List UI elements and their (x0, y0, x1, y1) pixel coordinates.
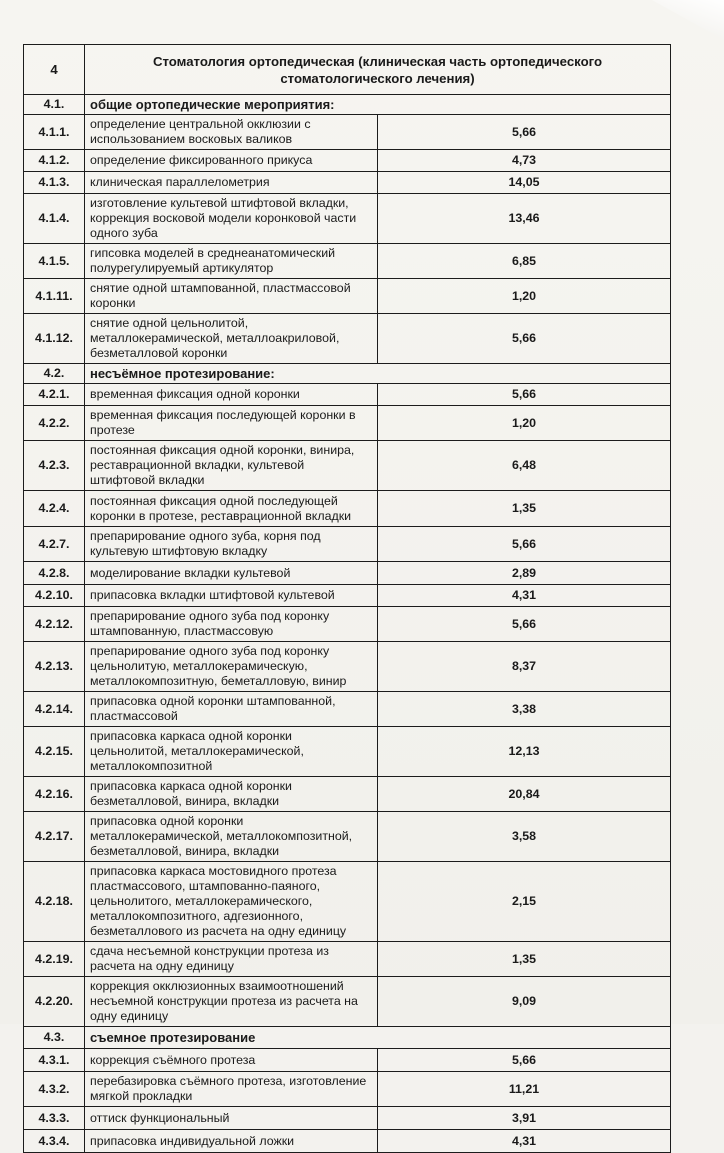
table-row (24, 942, 671, 977)
row-name: препарирование одного зуба под коронку цельнолитую, металлокерамическую, металлокомпозитную, беметалловую, винир (85, 642, 378, 692)
table-row (24, 244, 671, 279)
row-name: снятие одной штампованной, пластмассовой коронки (85, 279, 378, 314)
page-fold (604, 0, 724, 40)
table-row (24, 585, 671, 607)
table-row (24, 150, 671, 172)
row-value: 3,38 (378, 692, 671, 727)
price-table (23, 44, 671, 1153)
row-code: 4.1.2. (24, 150, 85, 172)
row-code: 4.2.4. (24, 491, 85, 527)
row-code: 4.2.18. (24, 862, 85, 942)
row-code: 4.2.13. (24, 642, 85, 692)
row-value: 5,66 (378, 1049, 671, 1072)
row-value: 5,66 (378, 384, 671, 406)
row-name: определение фиксированного прикуса (85, 150, 378, 172)
row-name: препарирование одного зуба, корня под культевую штифтовую вкладку (85, 527, 378, 562)
row-name: перебазировка съёмного протеза, изготовление мягкой прокладки (85, 1072, 378, 1107)
row-code: 4.3.4. (24, 1130, 85, 1153)
row-value: 1,20 (378, 279, 671, 314)
row-code: 4.2.10. (24, 585, 85, 607)
table-row (24, 406, 671, 441)
table-row (24, 172, 671, 194)
row-code: 4.3. (24, 1027, 85, 1049)
row-value: 1,20 (378, 406, 671, 441)
row-value: 9,09 (378, 977, 671, 1027)
table-row (24, 562, 671, 585)
section-row (24, 1027, 671, 1049)
row-name: припасовка каркаса одной коронки цельнолитой, металлокерамической, металлокомпозитной (85, 727, 378, 777)
row-name: оттиск функциональный (85, 1107, 378, 1130)
table-row (24, 314, 671, 364)
row-value: 5,66 (378, 607, 671, 642)
row-code: 4.1.11. (24, 279, 85, 314)
row-value: 1,35 (378, 942, 671, 977)
row-name: снятие одной цельнолитой, металлокерамической, металлоакриловой, безметалловой коронки (85, 314, 378, 364)
row-name: припасовка каркаса мостовидного протеза пластмассового, штампованно-паяного, цельнолитого, металлокерамического, металлокомпозитного, адгезионного, безметаллового из расчета на одну единицу (85, 862, 378, 942)
row-name: изготовление культевой штифтовой вкладки, коррекция восковой модели коронковой части одного зуба (85, 194, 378, 244)
table-row (24, 491, 671, 527)
row-code: 4.2.3. (24, 441, 85, 491)
section-row (24, 95, 671, 115)
row-value: 1,35 (378, 491, 671, 527)
table-row (24, 1049, 671, 1072)
row-code: 4.2.17. (24, 812, 85, 862)
row-value: 6,48 (378, 441, 671, 491)
row-name: коррекция окклюзионных взаимоотношений несъемной конструкции протеза из расчета на одну единицу (85, 977, 378, 1027)
row-value: 2,15 (378, 862, 671, 942)
row-value: 5,66 (378, 314, 671, 364)
row-value: 12,13 (378, 727, 671, 777)
row-name: препарирование одного зуба под коронку штампованную, пластмассовую (85, 607, 378, 642)
row-name: временная фиксация последующей коронки в протезе (85, 406, 378, 441)
table-row (24, 862, 671, 942)
row-value: 20,84 (378, 777, 671, 812)
row-name: припасовка индивидуальной ложки (85, 1130, 378, 1153)
row-value: 2,89 (378, 562, 671, 585)
row-name: припасовка каркаса одной коронки безметалловой, винира, вкладки (85, 777, 378, 812)
row-code: 4.2.19. (24, 942, 85, 977)
row-code: 4.2.15. (24, 727, 85, 777)
row-code: 4.2.1. (24, 384, 85, 406)
row-value: 6,85 (378, 244, 671, 279)
table-row (24, 194, 671, 244)
row-name: постоянная фиксация одной коронки, винира, реставрационной вкладки, культевой штифтовой вкладки (85, 441, 378, 491)
row-name: припасовка одной коронки штампованной, пластмассовой (85, 692, 378, 727)
row-value: 3,58 (378, 812, 671, 862)
table-row (24, 1072, 671, 1107)
row-code: 4.2.20. (24, 977, 85, 1027)
row-code: 4.2. (24, 364, 85, 384)
row-code: 4.2.14. (24, 692, 85, 727)
row-name: постоянная фиксация одной последующей коронки в протезе, реставрационной вкладки (85, 491, 378, 527)
row-value: 5,66 (378, 527, 671, 562)
row-name: клиническая параллелометрия (85, 172, 378, 194)
row-name: коррекция съёмного протеза (85, 1049, 378, 1072)
table-row (24, 115, 671, 150)
row-code: 4.2.8. (24, 562, 85, 585)
row-value: 4,31 (378, 585, 671, 607)
table-row (24, 441, 671, 491)
header-title: Стоматология ортопедическая (клиническая часть ортопедического стоматологического лечения) (85, 45, 671, 95)
table-row (24, 692, 671, 727)
row-code: 4.1.5. (24, 244, 85, 279)
section-row (24, 364, 671, 384)
row-code: 4.3.3. (24, 1107, 85, 1130)
header-code: 4 (24, 45, 85, 95)
table-row (24, 642, 671, 692)
row-code: 4.1. (24, 95, 85, 115)
row-value: 14,05 (378, 172, 671, 194)
row-code: 4.2.16. (24, 777, 85, 812)
table-row (24, 527, 671, 562)
table-row (24, 812, 671, 862)
row-value: 11,21 (378, 1072, 671, 1107)
row-code: 4.2.2. (24, 406, 85, 441)
row-value: 8,37 (378, 642, 671, 692)
row-code: 4.1.1. (24, 115, 85, 150)
table-row (24, 977, 671, 1027)
row-code: 4.1.4. (24, 194, 85, 244)
row-name: припасовка одной коронки металлокерамической, металлокомпозитной, безметалловой, винира, вкладки (85, 812, 378, 862)
table-row (24, 777, 671, 812)
table-row (24, 384, 671, 406)
row-code: 4.3.2. (24, 1072, 85, 1107)
section-title: общие ортопедические мероприятия: (85, 95, 671, 115)
row-name: сдача несъемной конструкции протеза из расчета на одну единицу (85, 942, 378, 977)
row-value: 5,66 (378, 115, 671, 150)
row-code: 4.1.12. (24, 314, 85, 364)
table-row (24, 1107, 671, 1130)
row-value: 13,46 (378, 194, 671, 244)
row-name: припасовка вкладки штифтовой культевой (85, 585, 378, 607)
section-title: съемное протезирование (85, 1027, 671, 1049)
row-value: 3,91 (378, 1107, 671, 1130)
row-value: 4,73 (378, 150, 671, 172)
table-row (24, 727, 671, 777)
row-name: моделирование вкладки культевой (85, 562, 378, 585)
table-header-row (24, 45, 671, 95)
table-row (24, 279, 671, 314)
table-row (24, 1130, 671, 1153)
row-code: 4.3.1. (24, 1049, 85, 1072)
row-code: 4.2.7. (24, 527, 85, 562)
section-title: несъёмное протезирование: (85, 364, 671, 384)
row-name: временная фиксация одной коронки (85, 384, 378, 406)
row-name: гипсовка моделей в среднеанатомический полурегулируемый артикулятор (85, 244, 378, 279)
table-row (24, 607, 671, 642)
row-value: 4,31 (378, 1130, 671, 1153)
row-name: определение центральной окклюзии с использованием восковых валиков (85, 115, 378, 150)
row-code: 4.2.12. (24, 607, 85, 642)
row-code: 4.1.3. (24, 172, 85, 194)
